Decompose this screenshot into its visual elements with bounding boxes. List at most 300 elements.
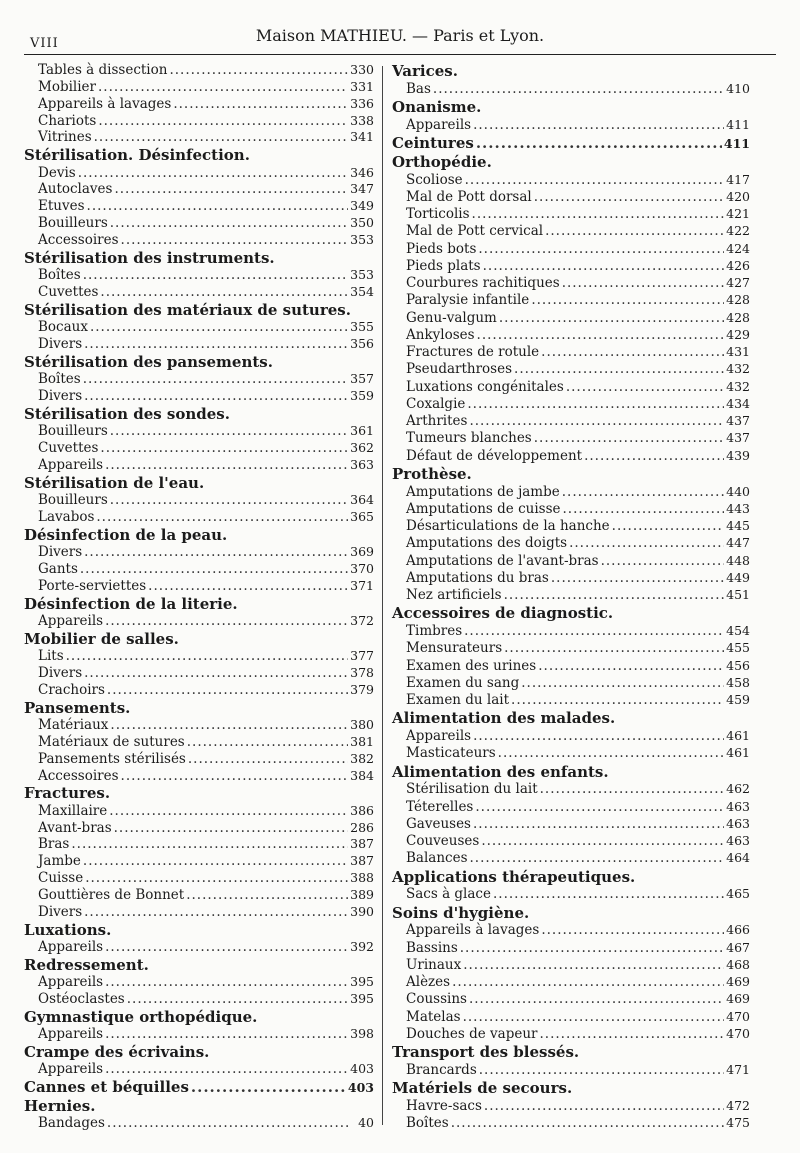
entry-label: Appareils à lavages <box>406 922 540 939</box>
section-heading: Désinfection de la peau. <box>24 525 228 544</box>
index-entry <box>392 395 750 412</box>
index-entry <box>392 674 750 691</box>
entry-label: Coussins <box>406 991 467 1008</box>
index-entry <box>24 131 374 145</box>
entry-page-number: 338 <box>350 112 374 128</box>
entry-page-number: 432 <box>726 361 750 377</box>
entry-page-number: 427 <box>726 275 750 290</box>
section-heading: Varices. <box>392 62 458 80</box>
dot-leader <box>484 1100 724 1114</box>
entry-label: Matériaux <box>38 717 109 734</box>
entry-page-number: 466 <box>726 922 750 938</box>
index-entry <box>24 750 374 767</box>
section-heading: Accessoires de diagnostic. <box>392 604 614 623</box>
entry-label: Boîtes <box>38 267 81 284</box>
entry-page-number: 462 <box>726 781 750 797</box>
entry-page-number: 437 <box>726 430 750 446</box>
entry-page-number: 448 <box>726 552 750 568</box>
entry-label: Bouilleurs <box>38 492 108 509</box>
index-entry <box>392 326 750 343</box>
index-entry <box>24 373 374 387</box>
entry-label: Bassins <box>406 939 458 956</box>
index-entry <box>392 657 750 674</box>
dot-leader <box>105 941 348 955</box>
index-entry <box>392 171 750 188</box>
entry-page-number: 347 <box>350 181 374 197</box>
section-heading: Orthopédie. <box>392 152 492 171</box>
dot-leader <box>187 736 348 750</box>
entry-page-number: 359 <box>350 388 374 404</box>
dot-leader <box>87 200 349 214</box>
entry-label: Jambe <box>38 853 81 870</box>
dot-leader <box>110 217 348 231</box>
entry-page-number: 463 <box>726 798 750 814</box>
entry-label: Cuvettes <box>38 440 99 457</box>
dot-leader <box>467 398 724 412</box>
entry-label: Courbures rachitiques <box>406 275 560 291</box>
index-entry <box>24 95 374 112</box>
section-heading: Prothèse. <box>392 464 472 483</box>
entry-page-number: 424 <box>726 240 750 256</box>
dot-leader <box>504 589 725 603</box>
index-entry <box>24 217 374 231</box>
index-entry <box>24 889 374 903</box>
dot-leader <box>107 1117 350 1131</box>
dot-leader <box>173 98 348 112</box>
index-entry <box>24 560 374 577</box>
dot-leader <box>83 269 348 283</box>
entry-page-number: 331 <box>350 78 374 94</box>
index-entry <box>24 819 374 836</box>
entry-label: Appareils <box>38 939 104 956</box>
entry-label: Bouilleurs <box>38 423 108 440</box>
dot-leader <box>105 459 348 473</box>
entry-label: Scoliose <box>406 171 463 188</box>
entry-label: Cuisse <box>38 870 84 887</box>
dot-leader <box>100 286 348 300</box>
entry-page-number: 439 <box>726 447 750 463</box>
entry-label: Boîtes <box>406 1115 449 1131</box>
entry-label: Maxillaire <box>38 802 108 819</box>
entry-label: Lavabos <box>38 508 95 525</box>
entry-page-number: 428 <box>726 292 750 308</box>
index-entry <box>24 456 374 473</box>
entry-label: Balances <box>406 850 468 867</box>
entry-page-number: 361 <box>350 423 374 439</box>
entry-page-number: 468 <box>726 956 750 972</box>
dot-leader <box>563 503 725 517</box>
index-entry <box>24 941 374 955</box>
index-entry <box>24 338 374 352</box>
entry-page-number: 434 <box>726 395 750 411</box>
entry-label: Paralysie infantile <box>406 292 530 309</box>
dot-leader <box>514 363 724 377</box>
section-heading: Stérilisation des instruments. <box>24 248 275 267</box>
index-entry <box>24 231 374 248</box>
dot-leader <box>98 115 348 129</box>
index-entry <box>24 1063 374 1077</box>
dot-leader <box>188 753 348 767</box>
entry-label: Autoclaves <box>38 181 113 198</box>
entry-page-number: 350 <box>350 215 374 231</box>
entry-label: Divers <box>38 544 83 561</box>
index-entry <box>24 733 374 750</box>
entry-page-number: 388 <box>350 870 374 886</box>
index-entry <box>392 378 750 395</box>
entry-label: Havre-sacs <box>406 1097 482 1114</box>
entry-label: Gaveuses <box>406 815 471 832</box>
entry-page-number: 369 <box>350 544 374 560</box>
dot-leader <box>472 208 725 222</box>
section-heading: Luxations. <box>24 920 112 939</box>
dot-leader <box>90 321 348 335</box>
entry-label: Téterelles <box>406 798 474 815</box>
entry-page-number: 469 <box>726 974 750 989</box>
entry-page-number: 384 <box>350 767 374 783</box>
index-entry <box>24 390 374 404</box>
index-entry <box>392 747 750 761</box>
index-entry <box>24 442 374 456</box>
index-entry <box>24 508 374 525</box>
entry-label: Vitrines <box>38 129 92 146</box>
dot-leader <box>460 942 724 956</box>
entry-page-number: 386 <box>350 802 374 818</box>
index-entry <box>24 976 374 990</box>
index-entry <box>392 415 750 429</box>
entry-label: Pansements stérilisés <box>38 750 186 767</box>
entry-page-number: 390 <box>350 903 374 919</box>
entry-label: Gouttières de Bonnet <box>38 887 185 903</box>
entry-label: Cuvettes <box>38 283 99 300</box>
index-entry <box>392 1061 750 1078</box>
dot-leader <box>100 442 348 456</box>
entry-label: Lits <box>38 648 64 665</box>
entry-label: Mal de Pott dorsal <box>406 188 532 205</box>
entry-label: Bandages <box>38 1114 105 1131</box>
entry-label: Divers <box>38 665 83 682</box>
dot-leader <box>601 555 725 569</box>
entry-page-number: 380 <box>350 717 374 733</box>
dot-leader <box>540 783 725 797</box>
entry-page-number: 470 <box>726 1008 750 1024</box>
entry-page-number: 389 <box>350 887 374 902</box>
entry-label: Accessoires <box>38 767 119 784</box>
entry-label: Chariots <box>38 112 97 129</box>
index-entry <box>24 855 374 869</box>
dot-leader <box>562 277 724 291</box>
dot-leader <box>534 432 724 446</box>
dot-leader <box>463 959 724 973</box>
entry-label: Gants <box>38 560 78 577</box>
index-entry <box>24 78 374 95</box>
section-heading: Stérilisation de l'eau. <box>24 473 205 492</box>
dot-leader <box>84 390 348 404</box>
dot-leader <box>483 260 725 274</box>
entry-label: Sacs à glace <box>406 886 491 903</box>
entry-page-number: 454 <box>726 623 750 638</box>
entry-page-number: 387 <box>350 853 374 869</box>
entry-label: Amputations de l'avant-bras <box>406 552 599 569</box>
index-entry <box>392 939 750 956</box>
index-entry <box>392 552 750 569</box>
entry-label: Bocaux <box>38 319 88 336</box>
entry-label: Examen des urines <box>406 657 537 674</box>
entry-label: Nez artificiels <box>406 587 502 603</box>
entry-page-number: 346 <box>350 164 374 180</box>
entry-page-number: 463 <box>726 815 750 831</box>
dot-leader <box>541 924 724 938</box>
index-entry <box>24 64 374 78</box>
entry-page-number: 459 <box>726 692 750 707</box>
entry-page-number: 463 <box>726 833 750 848</box>
index-entry <box>392 835 750 849</box>
entry-page-number: 395 <box>350 991 374 1007</box>
index-entry <box>24 681 374 698</box>
entry-label: Pieds plats <box>406 257 481 274</box>
index-entry <box>392 569 750 586</box>
entry-page-number: 458 <box>726 674 750 690</box>
dot-leader <box>464 625 724 639</box>
dot-leader <box>114 183 348 197</box>
entry-page-number: 465 <box>726 886 750 902</box>
entry-page-number: 377 <box>350 648 374 664</box>
dot-leader <box>114 822 349 836</box>
dot-leader <box>121 770 349 784</box>
index-entry <box>24 164 374 181</box>
index-entry <box>392 1097 750 1114</box>
entry-label: Masticateurs <box>406 745 496 762</box>
entry-page-number: 365 <box>350 508 374 524</box>
dot-leader <box>469 415 724 429</box>
index-entry <box>392 730 750 744</box>
dot-leader <box>452 976 724 990</box>
index-entry <box>24 719 374 733</box>
entry-label: Appareils <box>406 116 472 133</box>
dot-leader <box>499 312 724 326</box>
entry-label: Tables à dissection <box>38 62 168 78</box>
entry-label: Ostéoclastes <box>38 991 125 1008</box>
index-entry <box>392 309 750 326</box>
entry-label: Mensurateurs <box>406 640 503 657</box>
index-entry <box>392 1025 750 1042</box>
dot-leader <box>110 425 348 439</box>
dot-leader <box>475 801 724 815</box>
entry-page-number: 447 <box>726 535 750 551</box>
index-entry <box>392 1008 750 1025</box>
dot-leader <box>96 511 348 525</box>
dot-leader <box>477 329 725 343</box>
right-column <box>392 64 750 1131</box>
section-heading: Hernies. <box>24 1096 96 1115</box>
dot-leader <box>545 225 724 239</box>
dot-leader <box>476 136 722 151</box>
index-entry <box>24 577 374 594</box>
dot-leader <box>109 805 348 819</box>
index-entry <box>392 993 750 1007</box>
entry-page-number: 440 <box>726 483 750 499</box>
entry-page-number: 411 <box>726 116 750 132</box>
entry-label: Amputations des doigts <box>406 535 568 552</box>
dot-leader <box>566 381 724 395</box>
index-entry <box>24 425 374 439</box>
dot-leader <box>540 1028 725 1042</box>
entry-label: Bras <box>38 836 70 853</box>
page-title: Maison MATHIEU. — Paris et Lyon. <box>255 26 545 45</box>
index-entry <box>392 1117 750 1131</box>
entry-page-number: 357 <box>350 371 374 387</box>
dot-leader <box>83 373 348 387</box>
index-entry <box>392 976 750 990</box>
entry-page-number: 431 <box>726 344 750 359</box>
entry-label: Appareils <box>38 456 104 473</box>
index-entry <box>24 1028 374 1042</box>
dot-leader <box>121 234 349 248</box>
index-entry <box>392 888 750 902</box>
index-entry <box>392 589 750 603</box>
dot-leader <box>465 174 725 188</box>
entry-page-number: 286 <box>350 819 374 835</box>
index-entry <box>392 694 750 708</box>
dot-leader <box>105 615 348 629</box>
index-entry <box>392 852 750 866</box>
dot-leader <box>433 83 724 97</box>
section-heading: Matériels de secours. <box>392 1079 573 1097</box>
dot-leader <box>71 838 348 852</box>
entry-page-number: 378 <box>350 665 374 681</box>
dot-leader <box>98 81 348 95</box>
entry-label: Défaut de développement <box>406 447 583 464</box>
entry-label: Arthrites <box>406 413 468 429</box>
index-entry <box>24 667 374 681</box>
index-entry <box>392 363 750 377</box>
entry-label: Alèzes <box>406 974 451 990</box>
entry-label: Amputations de jambe <box>406 483 560 500</box>
entry-label: Appareils <box>406 728 472 744</box>
entry-page-number: 451 <box>726 587 750 602</box>
dot-leader <box>612 520 724 534</box>
entry-label: Avant-bras <box>38 819 112 836</box>
index-entry <box>24 993 374 1007</box>
section-heading: Crampe des écrivains. <box>24 1043 210 1062</box>
dot-leader <box>451 1117 724 1131</box>
entry-label: Mal de Pott cervical <box>406 223 544 240</box>
index-entry <box>392 188 750 205</box>
dot-leader <box>470 852 725 866</box>
section-heading: Pansements. <box>24 698 131 717</box>
entry-label: Ceintures <box>392 134 474 152</box>
entry-page-number: 356 <box>350 336 374 351</box>
entry-page-number: 403 <box>350 1061 374 1077</box>
entry-label: Mobilier <box>38 78 96 95</box>
index-entry <box>392 277 750 291</box>
entry-page-number: 461 <box>726 745 750 761</box>
dot-leader <box>78 167 348 181</box>
dot-leader <box>478 243 724 257</box>
entry-label: Matelas <box>406 1008 461 1025</box>
entry-label: Appareils <box>38 974 104 991</box>
section-heading: Stérilisation des sondes. <box>24 404 230 423</box>
index-entry <box>392 432 750 446</box>
index-entry <box>24 838 374 852</box>
entry-label: Fractures de rotule <box>406 344 540 360</box>
dot-leader <box>504 642 724 656</box>
entry-page-number: 354 <box>350 283 374 299</box>
index-entry <box>392 346 750 360</box>
entry-label: Couveuses <box>406 833 480 849</box>
index-entry <box>392 240 750 257</box>
index-entry <box>24 767 374 784</box>
entry-page-number: 381 <box>350 733 374 749</box>
dot-leader <box>551 572 724 586</box>
dot-leader <box>169 64 348 78</box>
dot-leader <box>127 993 348 1007</box>
entry-page-number: 392 <box>350 939 374 955</box>
dot-leader <box>107 684 348 698</box>
entry-page-number: 471 <box>726 1061 750 1077</box>
entry-page-number: 449 <box>726 569 750 585</box>
index-entry <box>392 294 750 308</box>
entry-label: Boîtes <box>38 371 81 388</box>
dot-leader <box>84 546 348 560</box>
entry-page-number: 467 <box>726 939 750 955</box>
entry-page-number: 411 <box>723 136 750 151</box>
entry-page-number: 379 <box>350 681 374 697</box>
entry-page-number: 428 <box>726 309 750 325</box>
section-heading: Fractures. <box>24 784 111 803</box>
dot-leader <box>521 677 724 691</box>
entry-page-number: 443 <box>726 500 750 516</box>
entry-label: Timbres <box>406 623 463 639</box>
entry-page-number: 403 <box>347 1080 374 1096</box>
index-entry <box>24 321 374 335</box>
entry-label: Amputations de cuisse <box>406 500 561 517</box>
dot-leader <box>511 694 724 708</box>
entry-page-number: 410 <box>726 80 750 96</box>
entry-page-number: 363 <box>350 456 374 472</box>
entry-label: Douches de vapeur <box>406 1025 538 1042</box>
dot-leader <box>481 835 724 849</box>
entry-page-number: 445 <box>726 518 750 533</box>
entry-label: Divers <box>38 903 83 920</box>
section-heading: Stérilisation des matériaux de sutures. <box>24 300 351 319</box>
left-column <box>24 64 374 1131</box>
dot-leader <box>186 889 348 903</box>
dot-leader <box>105 1028 348 1042</box>
entry-page-number: 455 <box>726 640 750 656</box>
index-entry <box>24 802 374 819</box>
index-entry <box>392 815 750 832</box>
entry-label: Appareils <box>38 613 104 629</box>
entry-label: Appareils à lavages <box>38 95 172 112</box>
dot-leader <box>85 872 348 886</box>
entry-label: Matériaux de sutures <box>38 733 185 750</box>
section-heading: Stérilisation des pansements. <box>24 352 273 371</box>
dot-leader <box>473 730 724 744</box>
dot-leader <box>531 294 724 308</box>
entry-label: Appareils <box>38 1061 104 1078</box>
page-header <box>24 18 776 55</box>
entry-page-number: 353 <box>350 267 374 283</box>
entry-page-number: 437 <box>726 413 750 428</box>
entry-page-number: 353 <box>350 231 374 247</box>
section-heading-entry <box>24 1080 374 1095</box>
entry-label: Stérilisation du lait <box>406 781 538 798</box>
section-heading: Alimentation des enfants. <box>392 762 609 781</box>
entry-page-number: 387 <box>350 836 374 852</box>
index-entry <box>24 200 374 214</box>
index-entry <box>392 225 750 239</box>
index-entry <box>392 500 750 517</box>
